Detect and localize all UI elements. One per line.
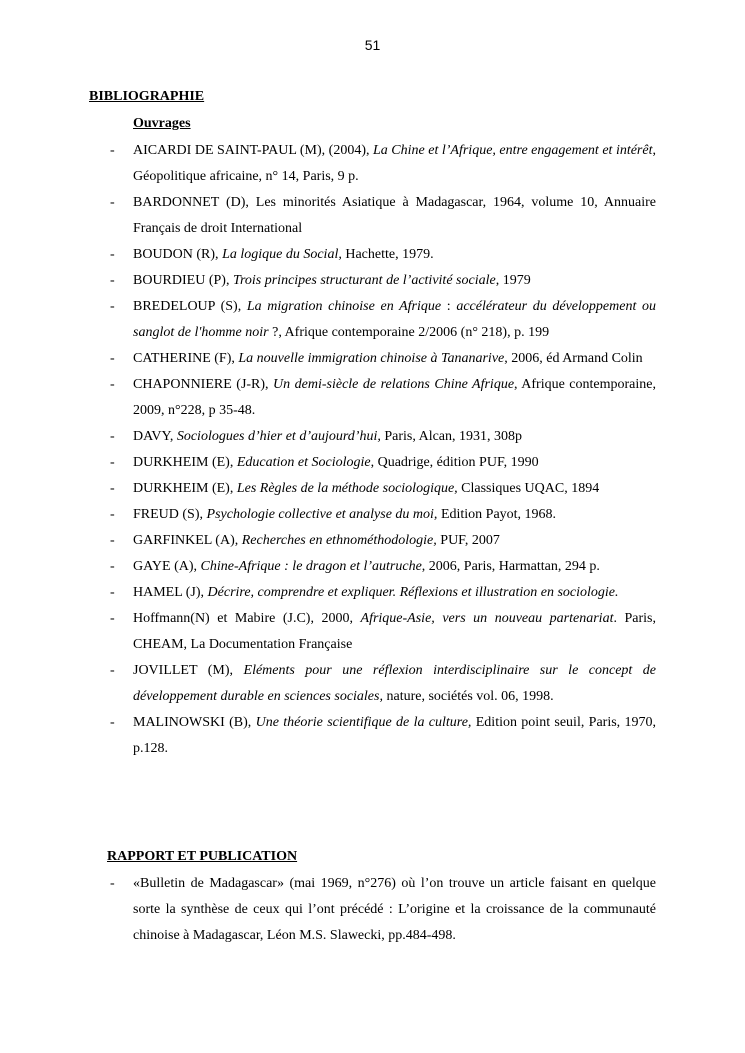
entry-text: , 2006, éd Armand Colin [504, 351, 643, 366]
entry-text: ?, Afrique contemporaine 2/2006 (n° 218), p. 199 [268, 325, 550, 340]
entry-text: Hoffmann(N) et Mabire (J.C), 2000, [133, 611, 361, 626]
entry-text: BOUDON (R), [133, 247, 223, 262]
bibliography-entry [0, 502, 745, 528]
entry-title-italic: Une théorie scientifique de la culture, [255, 715, 472, 730]
entry-text: nature, sociétés vol. 06, 1998. [382, 689, 554, 704]
entry-text: PUF, 2007 [436, 533, 500, 548]
entry-text: AICARDI DE SAINT-PAUL (M), (2004), [133, 143, 373, 158]
bibliography-entry [0, 138, 745, 190]
entry-text: . Paris, CHEAM, La Documentation Française [133, 611, 656, 652]
entry-text: Edition Payot, 1968. [437, 507, 557, 522]
list-bullet: - [110, 663, 115, 678]
list-bullet: - [110, 299, 115, 314]
bibliography-entry [0, 606, 745, 658]
entry-title-italic: La Chine et l’Afrique, entre engagement et intérêt [373, 143, 653, 158]
entry-title-italic: Sociologues d’hier et d’aujourd’hui, [176, 429, 381, 444]
bibliography-entry [0, 476, 745, 502]
entry-text: HAMEL (J), [133, 585, 208, 600]
bibliography-entry [0, 871, 745, 949]
entry-text: FREUD (S), [133, 507, 207, 522]
entry-text: GAYE (A), [133, 559, 201, 574]
entry-title-italic: Education et Sociologie [236, 455, 371, 470]
rapport-list [0, 871, 745, 949]
list-bullet: - [110, 715, 115, 730]
ouvrages-subheading: Ouvrages [133, 116, 191, 131]
bibliography-entry [0, 190, 745, 242]
page-number: 51 [364, 37, 381, 53]
entry-text: DURKHEIM (E), [133, 481, 237, 496]
entry-text: DAVY, [133, 429, 177, 444]
entry-text: , Afrique contemporaine, 2009, n°228, p 35-48. [133, 377, 656, 418]
rapport-heading: RAPPORT ET PUBLICATION [107, 849, 298, 864]
entry-title-italic: Recherches en ethnométhodologie, [241, 533, 437, 548]
entry-text: «Bulletin de Madagascar» (mai 1969, n°276) où l’on trouve un article faisant en quelque sorte la synthèse de ceux qui l’ont précédé : L’origine et la croissance de la communauté chinoise à Madagascar, Léon M.S. Slawecki, pp.484-498. [133, 876, 656, 943]
entry-text: Edition point seuil, Paris, 1970, p.128. [133, 715, 656, 756]
entry-text: BREDELOUP (S), [133, 299, 247, 314]
entry-text: DURKHEIM (E), [133, 455, 237, 470]
list-bullet: - [110, 481, 115, 496]
entry-text: : [441, 299, 457, 314]
entry-text: Classiques UQAC, 1894 [457, 481, 600, 496]
entry-text: , 1979 [495, 273, 531, 288]
entry-title-italic: La migration chinoise en Afrique [246, 299, 442, 314]
entry-title-italic: Eléments pour une réflexion interdisciplinaire sur le concept de développement durable en sciences sociales, [133, 663, 656, 704]
bibliography-entry [0, 294, 745, 346]
bibliography-entry [0, 242, 745, 268]
entry-text: , 2006, Paris, Harmattan, 294 p. [421, 559, 600, 574]
bibliography-entry [0, 346, 745, 372]
bibliography-entry [0, 710, 745, 762]
entry-text: BARDONNET (D), Les minorités Asiatique à Madagascar, 1964, volume 10, Annuaire Français de droit International [133, 195, 656, 236]
list-bullet: - [110, 377, 115, 392]
entry-title-italic: Afrique-Asie, vers un nouveau partenariat [360, 611, 614, 626]
list-bullet: - [110, 507, 115, 522]
entry-text: BOURDIEU (P), [133, 273, 233, 288]
entry-title-italic: Psychologie collective et analyse du moi, [206, 507, 438, 522]
entry-text: , Géopolitique africaine, n° 14, Paris, 9 p. [133, 143, 656, 184]
bibliography-entry [0, 268, 745, 294]
list-bullet: - [110, 533, 115, 548]
bibliography-entry [0, 554, 745, 580]
bibliography-entry [0, 658, 745, 710]
entry-title-italic: Trois principes structurant de l’activité sociale [232, 273, 496, 288]
entry-text: CATHERINE (F), [133, 351, 239, 366]
list-bullet: - [110, 429, 115, 444]
bibliography-entry [0, 424, 745, 450]
entry-title-italic: accélérateur du développement ou sanglot de l'homme noir [133, 299, 656, 340]
entry-text: JOVILLET (M), [133, 663, 244, 678]
entry-title-italic: La nouvelle immigration chinoise à Tananarive [238, 351, 505, 366]
list-bullet: - [110, 351, 115, 366]
entry-text: Paris, Alcan, 1931, 308p [380, 429, 523, 444]
list-bullet: - [110, 559, 115, 574]
list-bullet: - [110, 273, 115, 288]
entry-title-italic: Décrire, comprendre et expliquer. Réflexions et illustration en sociologie. [207, 585, 619, 600]
list-bullet: - [110, 143, 115, 158]
ouvrages-list [0, 138, 745, 762]
entry-text: MALINOWSKI (B), [133, 715, 256, 730]
bibliography-entry [0, 528, 745, 554]
list-bullet: - [110, 876, 115, 891]
entry-title-italic: La logique du Social, [222, 247, 342, 262]
bibliography-heading: BIBLIOGRAPHIE [89, 89, 205, 104]
bibliography-entry [0, 450, 745, 476]
entry-text: CHAPONNIERE (J-R), [133, 377, 274, 392]
list-bullet: - [110, 247, 115, 262]
entry-title-italic: Un demi-siècle de relations Chine Afrique [273, 377, 515, 392]
bibliography-entry [0, 372, 745, 424]
entry-text: , Quadrige, édition PUF, 1990 [370, 455, 539, 470]
bibliography-entry [0, 580, 745, 606]
list-bullet: - [110, 585, 115, 600]
entry-text: GARFINKEL (A), [133, 533, 242, 548]
list-bullet: - [110, 611, 115, 626]
list-bullet: - [110, 455, 115, 470]
entry-title-italic: Les Règles de la méthode sociologique, [236, 481, 458, 496]
list-bullet: - [110, 195, 115, 210]
entry-text: Hachette, 1979. [341, 247, 434, 262]
entry-title-italic: Chine-Afrique : le dragon et l’autruche [200, 559, 422, 574]
